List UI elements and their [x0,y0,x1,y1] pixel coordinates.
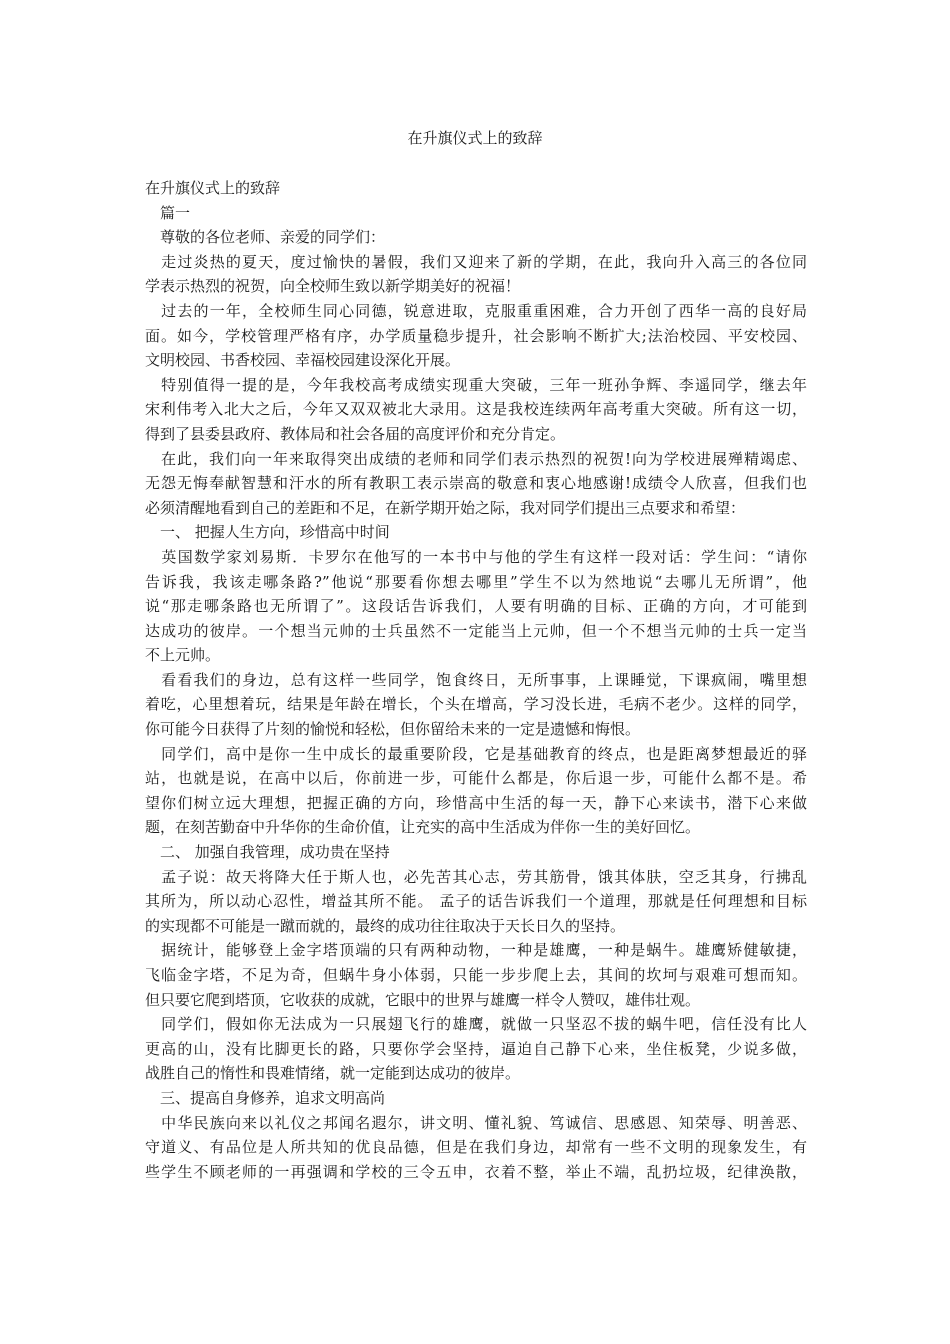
text-line: 些学生不顾老师的一再强调和学校的三令五申，衣着不整，举止不端，乱扔垃圾，纪律涣散， [145,1162,807,1181]
text-line: 尊敬的各位老师、亲爱的同学们： [145,228,386,247]
text-line: 但只要它爬到塔顶，它收获的成就，它眼中的世界与雄鹰一样令人赞叹，雄伟壮观。 [145,990,701,1009]
text-line: 二、 加强自我管理，成功贵在坚持 [145,843,390,862]
text-line: 孟子说：故天将降大任于斯人也，必先苦其心志，劳其筋骨，饿其体肤，空乏其身，行拂乱 [145,867,807,886]
text-line: 望你们树立远大理想，把握正确的方向，珍惜高中生活的每一天，静下心来读书，潜下心来做 [145,793,807,812]
text-line: 中华民族向来以礼仪之邦闻名遐尔，讲文明、懂礼貌、笃诚信、思感恩、知荣辱、明善恶、 [145,1113,807,1132]
text-line: 据统计，能够登上金字塔顶端的只有两种动物，一种是雄鹰，一种是蜗牛。雄鹰矫健敏捷， [145,941,807,960]
text-line: 其所为，所以动心忍性，增益其所不能。 孟子的话告诉我们一个道理，那就是任何理想和目标 [145,892,807,911]
text-line: 看看我们的身边，总有这样一些同学，饱食终日，无所事事，上课睡觉，下课疯闹，嘴里想 [145,670,807,689]
text-line: 在此，我们向一年来取得突出成绩的老师和同学们表示热烈的祝贺!向为学校进展殚精竭虑、 [145,449,807,468]
text-line: 达成功的彼岸。一个想当元帅的士兵虽然不一定能当上元帅，但一个不想当元帅的士兵一定当 [145,621,807,640]
text-line: 站，也就是说，在高中以后，你前进一步，可能什么都是，你后退一步，可能什么都不是。希 [145,769,807,788]
document-body [145,176,807,1184]
text-line: 飞临金字塔，不足为奇，但蜗牛身小体弱，只能一步步爬上去，其间的坎坷与艰难可想而知。 [145,966,807,984]
text-line: 英国数学家刘易斯．卡罗尔在他写的一本书中与他的学生有这样一段对话：学生问：“请你 [145,547,807,566]
text-line: 学表示热烈的祝贺，向全校师生致以新学期美好的祝福！ [145,277,521,296]
text-line: 同学们，假如你无法成为一只展翅飞行的雄鹰，就做一只坚忍不拔的蜗牛吧，信任没有比人 [145,1015,807,1034]
text-line: 的实现都不可能是一蹴而就的，最终的成功往往取决于天长日久的坚持。 [145,916,626,935]
text-line: 在升旗仪式上的致辞 [145,179,281,197]
text-line: 文明校园、书香校园、幸福校园建设深化开展。 [145,351,461,370]
text-line: 告诉我，我该走哪条路?”他说“那要看你想去哪里”学生不以为然地说“去哪儿无所谓”，他 [145,572,807,591]
text-line: 宋利伟考入北大之后，今年又双双被北大录用。这是我校连续两年高考重大突破。所有这一切， [145,400,807,419]
text-line: 不上元帅。 [145,646,221,665]
text-line: 题，在刻苦勤奋中升华你的生命价值，让充实的高中生活成为伴你一生的美好回忆。 [145,818,701,837]
text-line: 篇一 [145,203,191,222]
text-line: 过去的一年，全校师生同心同德，锐意进取，克服重重困难，合力开创了西华一高的良好局 [145,301,807,320]
text-line: 更高的山，没有比脚更长的路，只要你学会坚持，逼迫自己静下心来，坐住板凳，少说多做， [145,1039,807,1058]
text-line: 着吃，心里想着玩，结果是年龄在增长，个头在增高，学习没长进，毛病不老少。这样的同学， [145,695,807,714]
text-line: 你可能今日获得了片刻的愉悦和轻松，但你留给未来的一定是遗憾和悔恨。 [145,720,641,739]
text-line: 走过炎热的夏天，度过愉快的暑假，我们又迎来了新的学期，在此，我向升入高三的各位同 [145,252,807,271]
text-line: 面。如今，学校管理严格有序，办学质量稳步提升，社会影响不断扩大;法治校园、平安校园、 [145,326,807,345]
text-line: 无怨无悔奉献智慧和汗水的所有教职工表示崇高的敬意和衷心地感谢!成绩令人欣喜，但我们也 [145,474,807,493]
text-line: 三、提高自身修养，追求文明高尚 [145,1088,386,1107]
text-line: 说“那走哪条路也无所谓了”。这段话告诉我们，人要有明确的目标、正确的方向，才可能到 [145,597,807,616]
page-title: 在升旗仪式上的致辞 [407,129,543,147]
text-line: 战胜自己的惰性和畏难情绪，就一定能到达成功的彼岸。 [145,1064,521,1083]
text-line: 守道义、有品位是人所共知的优良品德，但是在我们身边，却常有一些不文明的现象发生，有 [145,1138,807,1157]
text-line: 同学们，高中是你一生中成长的最重要阶段，它是基础教育的终点，也是距离梦想最近的驿 [145,744,807,763]
text-line: 一、 把握人生方向，珍惜高中时间 [145,523,390,542]
text-line: 特别值得一提的是，今年我校高考成绩实现重大突破，三年一班孙争辉、李遥同学，继去年 [145,375,807,394]
text-line: 得到了县委县政府、教体局和社会各届的高度评价和充分肯定。 [145,424,566,443]
text-line: 必须清醒地看到自己的差距和不足，在新学期开始之际，我对同学们提出三点要求和希望： [145,498,746,517]
